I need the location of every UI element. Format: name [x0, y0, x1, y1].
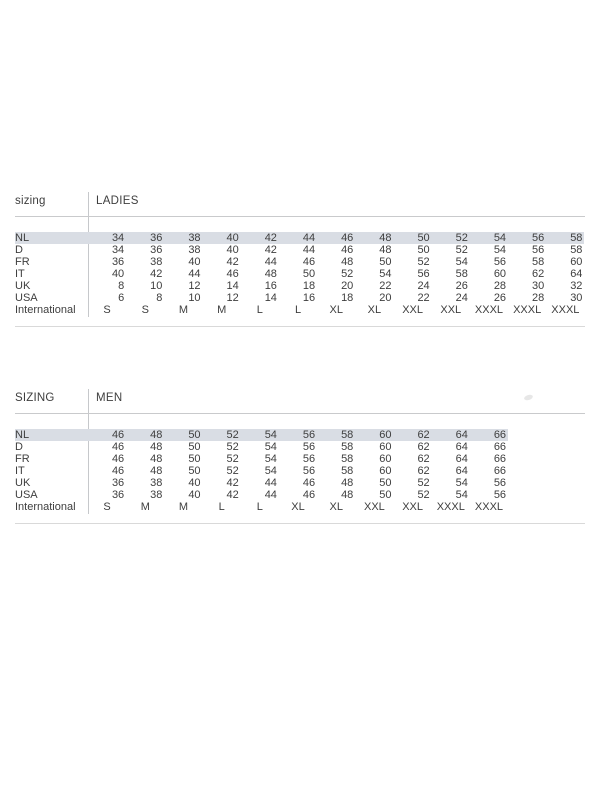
size-cell: 42: [150, 268, 163, 280]
size-cell: 52: [226, 453, 239, 465]
row-label: D: [15, 244, 23, 256]
size-cell: XXL: [402, 501, 423, 513]
table-row: [15, 501, 508, 513]
size-cell: 12: [226, 292, 239, 304]
size-cell: 48: [150, 465, 163, 477]
size-cell: 8: [118, 280, 125, 292]
size-cell: 40: [111, 268, 125, 280]
size-cell: 60: [379, 441, 392, 453]
header-rule: [15, 216, 585, 217]
size-cell: 18: [341, 292, 354, 304]
row-label: NL: [15, 232, 30, 244]
size-cell: 60: [379, 465, 392, 477]
size-cell: 38: [150, 477, 163, 489]
size-cell: 58: [532, 256, 545, 268]
size-cell: 48: [341, 477, 354, 489]
size-cell: 62: [417, 429, 430, 441]
size-cell: 56: [417, 268, 430, 280]
size-cell: 50: [417, 232, 430, 244]
table-row: [15, 465, 508, 477]
size-cell: 52: [455, 244, 468, 256]
row-label: UK: [15, 280, 31, 292]
table-title: LADIES: [96, 195, 139, 207]
size-cell: 6: [118, 292, 125, 304]
size-cell: 42: [226, 489, 239, 501]
size-cell: 52: [417, 489, 430, 501]
size-cell: 50: [188, 429, 201, 441]
size-cell: 20: [379, 292, 392, 304]
size-cell: 52: [455, 232, 468, 244]
size-cell: M: [217, 304, 227, 316]
row-label: IT: [15, 268, 25, 280]
size-cell: 18: [302, 280, 316, 292]
size-cell: 40: [226, 244, 239, 256]
row-label: USA: [15, 489, 38, 501]
row-label: FR: [15, 453, 30, 465]
size-cell: 50: [188, 441, 201, 453]
table-rows: [15, 429, 508, 513]
size-cell: 42: [226, 256, 239, 268]
size-cell: 34: [111, 244, 125, 256]
size-cell: 56: [302, 453, 316, 465]
table-corner-label: sizing: [15, 195, 46, 207]
size-cell: 54: [264, 465, 277, 477]
size-cell: 14: [264, 292, 277, 304]
size-cell: 50: [188, 453, 201, 465]
size-cell: 54: [455, 256, 468, 268]
size-cell: XL: [291, 501, 305, 513]
size-cell: 26: [455, 280, 468, 292]
size-cell: 42: [264, 232, 277, 244]
size-cell: 44: [302, 244, 316, 256]
size-cell: 36: [150, 232, 163, 244]
size-cell: 30: [570, 292, 583, 304]
size-cell: 38: [188, 232, 201, 244]
table-row: [15, 453, 508, 465]
table-row: [15, 280, 584, 292]
row-label: D: [15, 441, 23, 453]
size-cell: 48: [150, 441, 163, 453]
table-title: MEN: [96, 392, 123, 404]
size-cell: XXL: [402, 304, 423, 316]
size-cell: 50: [302, 268, 316, 280]
size-cell: 44: [302, 232, 316, 244]
size-cell: 48: [341, 489, 354, 501]
table-row: [15, 477, 508, 489]
size-cell: 34: [111, 232, 125, 244]
size-cell: 52: [226, 465, 239, 477]
size-cell: XL: [329, 304, 343, 316]
size-cell: 38: [150, 256, 163, 268]
table-corner-label: SIZING: [15, 392, 55, 404]
size-cell: 50: [379, 489, 392, 501]
size-cell: 44: [264, 489, 277, 501]
size-cell: 40: [226, 232, 239, 244]
header-rule: [15, 413, 585, 414]
size-cell: 36: [150, 244, 163, 256]
table-row: [15, 244, 584, 256]
size-cell: 52: [417, 256, 430, 268]
size-cell: 64: [455, 465, 468, 477]
size-cell: 52: [226, 429, 239, 441]
size-cell: 48: [379, 232, 392, 244]
size-cell: XXXL: [474, 501, 504, 513]
size-cell: 58: [341, 441, 354, 453]
size-cell: 66: [493, 453, 507, 465]
size-cell: 46: [111, 429, 125, 441]
size-cell: 46: [302, 256, 316, 268]
size-cell: XL: [367, 304, 382, 316]
size-cell: 54: [493, 232, 507, 244]
size-cell: 54: [264, 429, 277, 441]
size-cell: 56: [493, 477, 507, 489]
size-cell: 54: [455, 477, 468, 489]
size-cell: 32: [570, 280, 583, 292]
table-row: [15, 489, 508, 501]
table-row: [15, 441, 508, 453]
size-cell: 12: [188, 280, 201, 292]
size-cell: 46: [341, 244, 354, 256]
size-cell: 48: [379, 244, 392, 256]
table-bottom-rule: [15, 523, 585, 524]
ladies-size-table: [15, 192, 585, 334]
size-cell: 46: [111, 465, 125, 477]
size-cell: 58: [341, 465, 354, 477]
size-cell: 56: [302, 429, 316, 441]
size-cell: 52: [341, 268, 354, 280]
size-cell: M: [140, 501, 150, 513]
size-cell: XL: [329, 501, 343, 513]
size-cell: 56: [493, 256, 507, 268]
size-cell: 44: [188, 268, 201, 280]
size-cell: 24: [455, 292, 468, 304]
size-cell: XXXL: [551, 304, 580, 316]
table-row: [15, 429, 508, 441]
size-cell: XXXL: [474, 304, 504, 316]
table-bottom-rule: [15, 326, 585, 327]
size-cell: 46: [302, 477, 316, 489]
size-cell: 56: [302, 441, 316, 453]
size-cell: 44: [264, 477, 277, 489]
size-cell: 30: [532, 280, 545, 292]
size-cell: S: [141, 304, 149, 316]
size-cell: 54: [493, 244, 507, 256]
size-cell: 36: [111, 477, 125, 489]
size-cell: 58: [570, 244, 583, 256]
size-cell: 54: [264, 453, 277, 465]
size-cell: 62: [417, 441, 430, 453]
size-cell: 60: [379, 453, 392, 465]
size-cell: 58: [455, 268, 468, 280]
size-cell: 44: [264, 256, 277, 268]
table-row: [15, 304, 584, 316]
size-cell: M: [178, 501, 189, 513]
size-cell: 62: [532, 268, 545, 280]
size-cell: 66: [493, 465, 507, 477]
size-cell: 60: [379, 429, 392, 441]
size-cell: 40: [188, 477, 201, 489]
size-cell: L: [218, 501, 225, 513]
size-cell: 54: [264, 441, 277, 453]
size-cell: 56: [532, 232, 545, 244]
size-cell: 50: [188, 465, 201, 477]
size-cell: 22: [379, 280, 392, 292]
size-cell: XXXL: [513, 304, 542, 316]
size-cell: 64: [455, 441, 468, 453]
size-cell: 62: [417, 465, 430, 477]
size-cell: 38: [150, 489, 163, 501]
size-cell: 16: [302, 292, 316, 304]
size-cell: M: [178, 304, 189, 316]
size-cell: 10: [188, 292, 201, 304]
size-cell: 28: [493, 280, 507, 292]
size-cell: 46: [111, 441, 125, 453]
size-cell: 8: [156, 292, 163, 304]
row-label: USA: [15, 292, 38, 304]
size-cell: 64: [570, 268, 583, 280]
size-cell: 10: [150, 280, 163, 292]
size-cell: 38: [188, 244, 201, 256]
men-size-table: [15, 389, 585, 531]
size-cell: S: [103, 304, 111, 316]
size-cell: XXXL: [436, 501, 465, 513]
size-cell: 56: [302, 465, 316, 477]
size-cell: 50: [379, 256, 392, 268]
table-row: [15, 232, 584, 244]
size-cell: 42: [264, 244, 277, 256]
size-cell: 66: [493, 441, 507, 453]
table-rows: [15, 232, 584, 316]
size-cell: 36: [111, 489, 125, 501]
size-cell: 66: [493, 429, 507, 441]
size-cell: 50: [379, 477, 392, 489]
size-cell: 24: [417, 280, 430, 292]
size-cell: 46: [302, 489, 316, 501]
table-row: [15, 268, 584, 280]
size-cell: 64: [455, 453, 468, 465]
size-cell: 60: [493, 268, 507, 280]
size-cell: 22: [417, 292, 430, 304]
size-cell: 28: [532, 292, 545, 304]
table-row: [15, 256, 584, 268]
size-cell: XXL: [440, 304, 462, 316]
size-cell: 58: [570, 232, 583, 244]
size-cell: 42: [226, 477, 239, 489]
size-cell: S: [103, 501, 111, 513]
row-label: NL: [15, 429, 30, 441]
size-cell: 20: [341, 280, 354, 292]
size-cell: 46: [111, 453, 125, 465]
size-cell: L: [256, 501, 263, 513]
size-cell: L: [256, 304, 263, 316]
size-cell: 54: [379, 268, 392, 280]
size-cell: 48: [264, 268, 277, 280]
row-label: UK: [15, 477, 31, 489]
size-cell: L: [294, 304, 302, 316]
size-cell: 50: [417, 244, 430, 256]
size-cell: XXL: [364, 501, 385, 513]
size-cell: 48: [341, 256, 354, 268]
size-cell: 40: [188, 256, 201, 268]
size-cell: 56: [532, 244, 545, 256]
table-row: [15, 292, 584, 304]
size-cell: 54: [455, 489, 468, 501]
size-cell: 58: [341, 453, 354, 465]
size-cell: 40: [188, 489, 201, 501]
size-cell: 62: [417, 453, 430, 465]
size-cell: 60: [570, 256, 583, 268]
size-cell: 64: [455, 429, 468, 441]
size-cell: 48: [150, 429, 163, 441]
row-label: International: [15, 304, 76, 316]
size-cell: 52: [226, 441, 239, 453]
size-cell: 46: [341, 232, 354, 244]
size-cell: 26: [493, 292, 507, 304]
row-label: International: [15, 501, 76, 513]
size-cell: 36: [111, 256, 125, 268]
row-label: IT: [15, 465, 25, 477]
size-cell: 56: [493, 489, 507, 501]
size-cell: 46: [226, 268, 239, 280]
size-cell: 14: [226, 280, 239, 292]
size-cell: 16: [264, 280, 277, 292]
size-cell: 52: [417, 477, 430, 489]
size-cell: 58: [341, 429, 354, 441]
size-cell: 48: [150, 453, 163, 465]
row-label: FR: [15, 256, 30, 268]
